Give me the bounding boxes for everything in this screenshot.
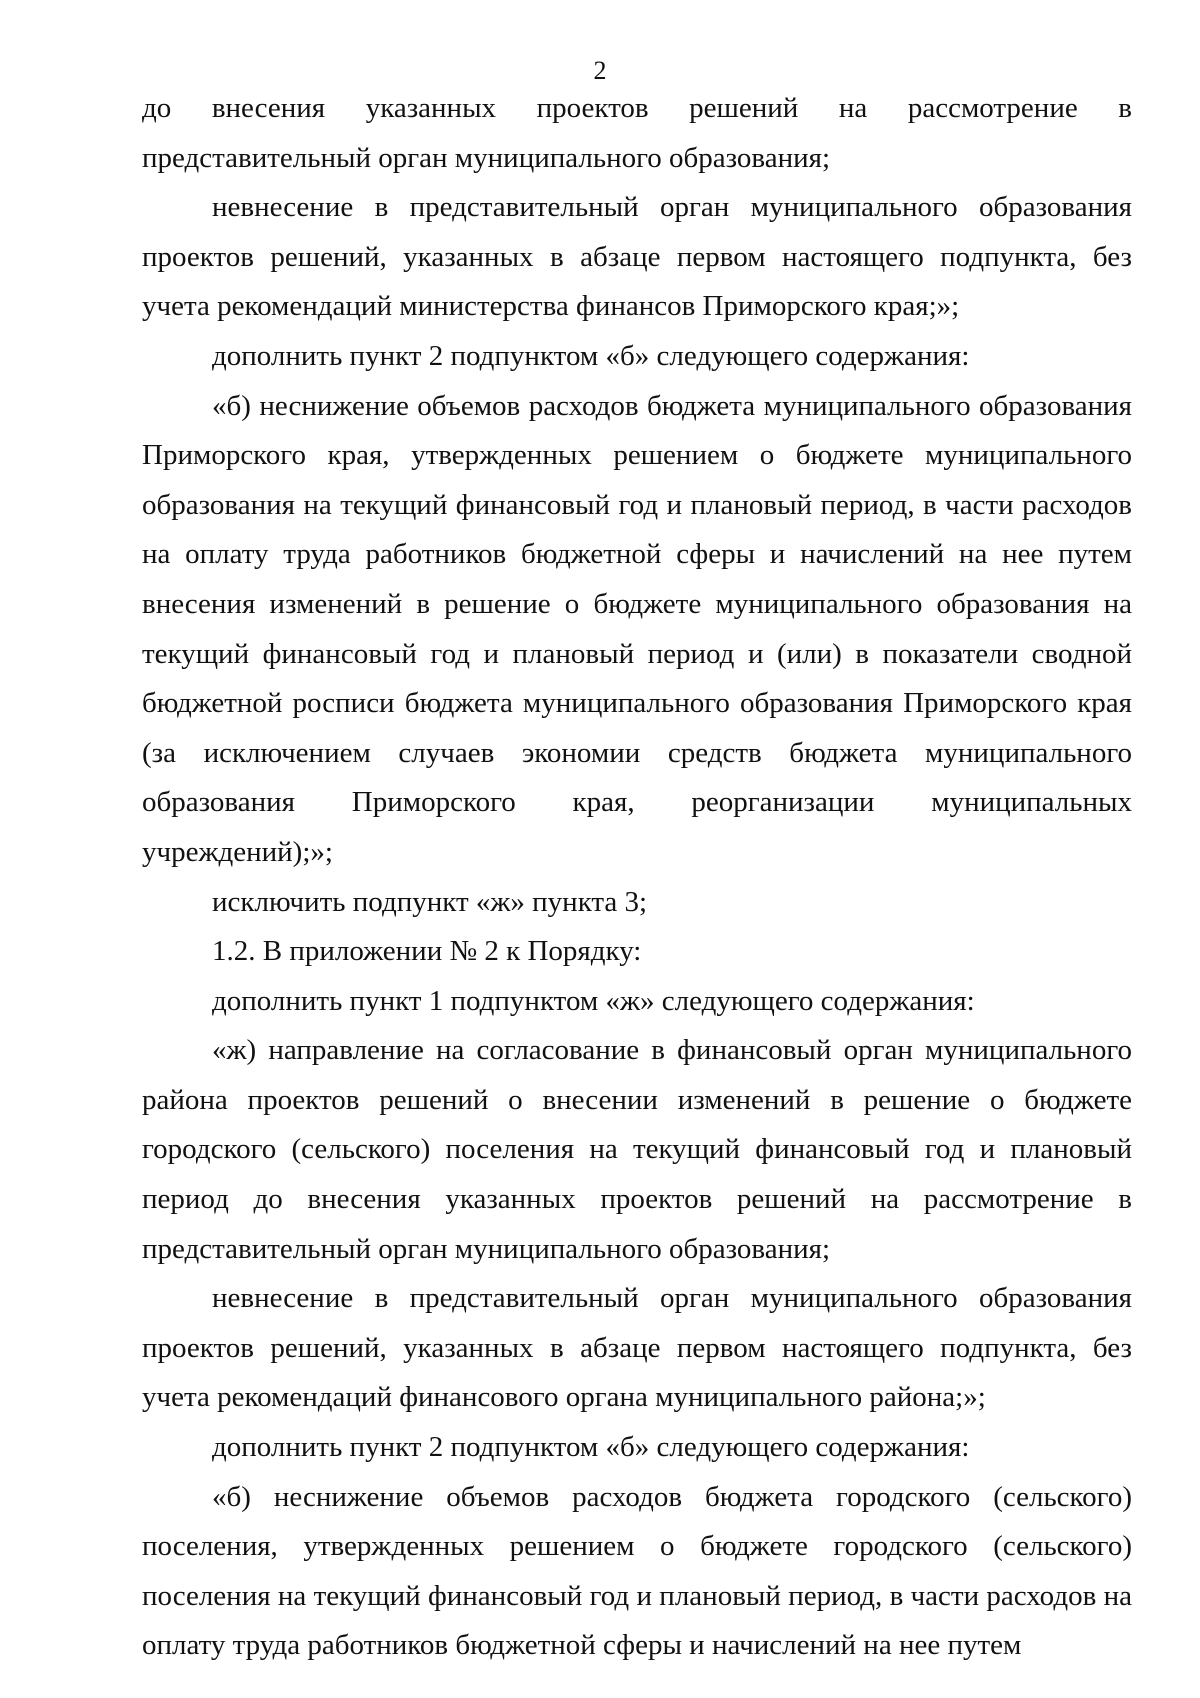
- document-body: [142, 84, 1132, 1671]
- paragraph: «ж) направление на согласование в финансовый орган муниципального района проектов решений о внесении изменений в решение о бюджете городского (сельского) поселения на текущий финансовый год и плановый период до внесения указанных проектов решений на рассмотрение в представительный орган муниципального образования;: [142, 1034, 1132, 1265]
- paragraph: 1.2. В приложении № 2 к Порядку:: [212, 935, 642, 968]
- paragraph: дополнить пункт 2 подпунктом «б» следующего содержания:: [212, 1431, 970, 1464]
- paragraph: до внесения указанных проектов решений на рассмотрение в представительный орган муниципального образования;: [142, 92, 1132, 174]
- paragraph: «б) неснижение объемов расходов бюджета городского (сельского) поселения, утвержденных решением о бюджете городского (сельского) поселения на текущий финансовый год и плановый период, в части расходов на оплату труда работников бюджетной сферы и начислений на нее путем: [142, 1480, 1132, 1662]
- paragraph: дополнить пункт 1 подпунктом «ж» следующего содержания:: [212, 984, 975, 1017]
- page-number: 2: [593, 56, 607, 85]
- paragraph: невнесение в представительный орган муниципального образования проектов решений, указанных в абзаце первом настоящего подпункта, без учета рекомендаций финансового органа муниципального района;»;: [142, 1282, 1132, 1414]
- paragraph: «б) неснижение объемов расходов бюджета муниципального образования Приморского края, утвержденных решением о бюджете муниципального образования на текущий финансовый год и плановый период, в части расходов на оплату труда работников бюджетной сферы и начислений на нее путем внесения изменений в решение о бюджете муниципального образования на текущий финансовый год и плановый период и (или) в показатели сводной бюджетной росписи бюджета муниципального образования Приморского края (за исключением случаев экономии средств бюджета муниципального образования Приморского края, реорганизации муниципальных учреждений);»;: [142, 389, 1132, 868]
- paragraph: дополнить пункт 2 подпунктом «б» следующего содержания:: [212, 339, 970, 372]
- paragraph: невнесение в представительный орган муниципального образования проектов решений, указанных в абзаце первом настоящего подпункта, без учета рекомендаций министерства финансов Приморского края;»;: [142, 191, 1132, 323]
- paragraph: исключить подпункт «ж» пункта 3;: [212, 885, 648, 918]
